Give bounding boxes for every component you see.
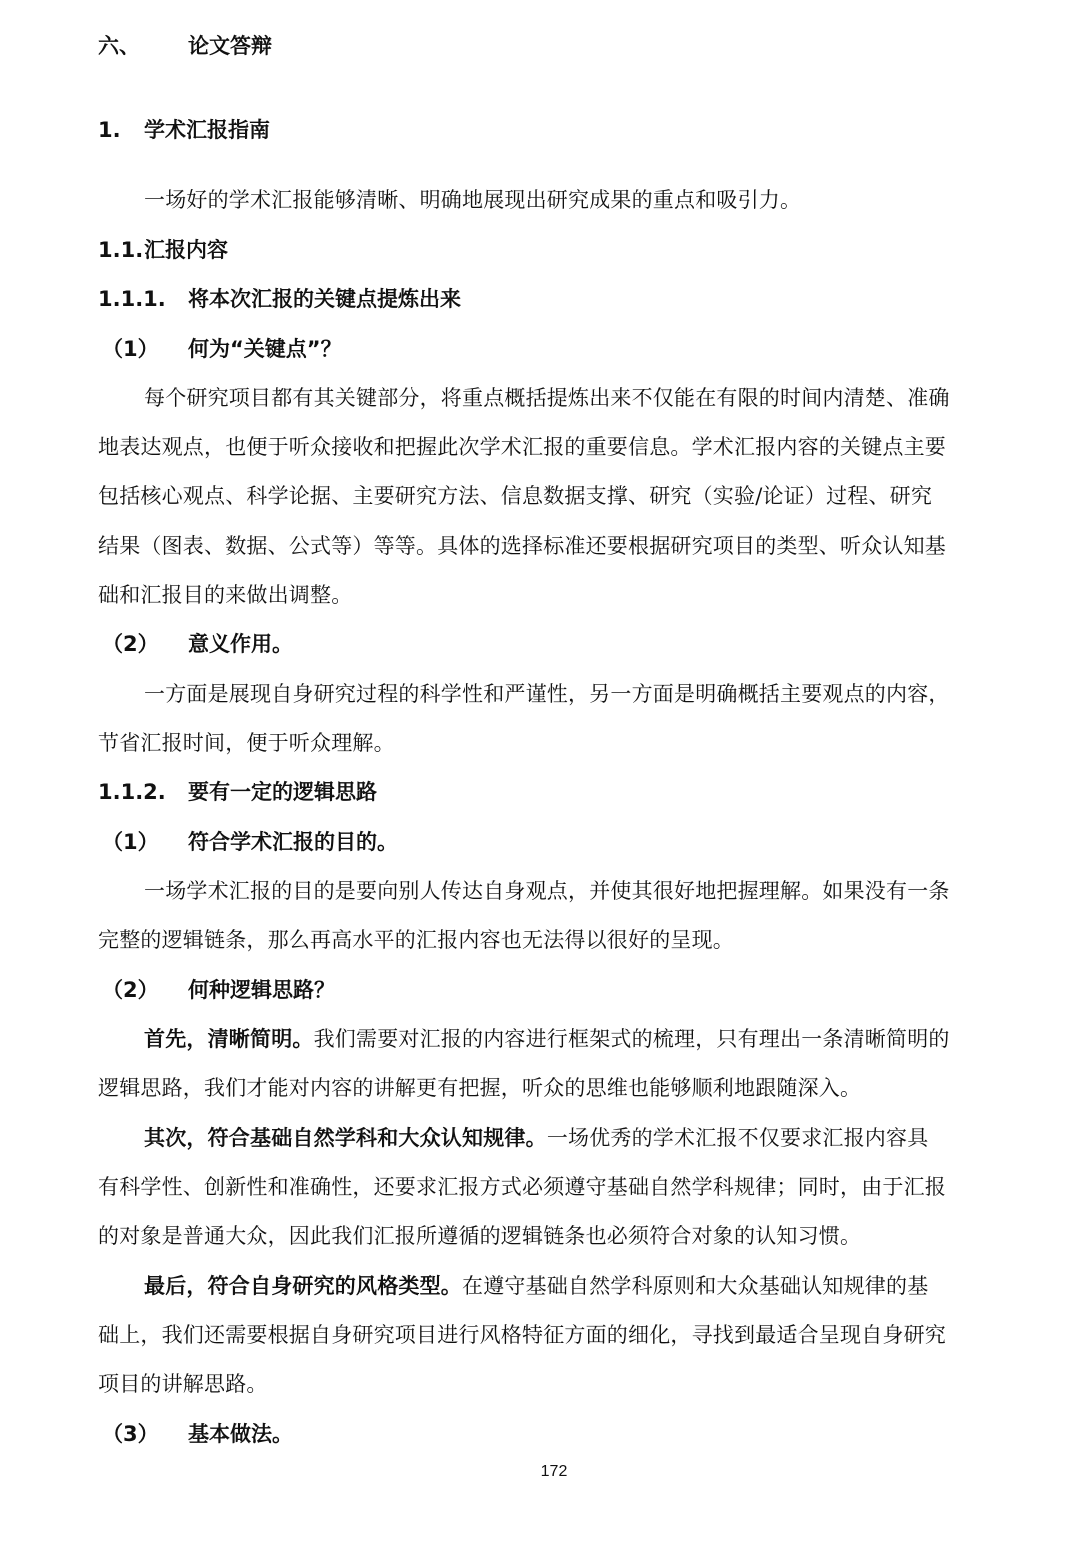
- heading-1-1-number: 1.1.: [98, 238, 144, 262]
- heading-1-1-2-number: 1.1.2.: [98, 780, 166, 804]
- heading-1-1-1-title: 将本次汇报的关键点提炼出来: [188, 287, 461, 311]
- section-number: 六、: [98, 34, 140, 58]
- paragraph-line: 节省汇报时间，便于听众理解。: [98, 731, 395, 755]
- paragraph-line: 结果（图表、数据、公式等）等等。具体的选择标准还要根据研究项目的类型、听众认知基: [98, 534, 946, 558]
- paragraph-line: 的对象是普通大众，因此我们汇报所遵循的逻辑链条也必须符合对象的认知习惯。: [98, 1224, 862, 1248]
- paragraph-line: 一场学术汇报的目的是要向别人传达自身观点，并使其很好地把握理解。如果没有一条: [144, 879, 950, 903]
- heading-1-1-2-title: 要有一定的逻辑思路: [188, 780, 377, 804]
- paragraph-text: 在遵守基础自然学科原则和大众基础认知规律的基: [462, 1274, 929, 1298]
- heading-1-title: 学术汇报指南: [144, 118, 270, 142]
- page-number: 172: [540, 1463, 568, 1480]
- paragraph-line: 完整的逻辑链条，那么再高水平的汇报内容也无法得以很好的呈现。: [98, 928, 734, 952]
- paragraph-line: 包括核心观点、科学论据、主要研究方法、信息数据支撑、研究（实验/论证）过程、研究: [98, 484, 933, 508]
- paragraph-line: 础上，我们还需要根据自身研究项目进行风格特征方面的细化，寻找到最适合呈现自身研究: [98, 1323, 946, 1347]
- item-title: 基本做法。: [188, 1422, 293, 1446]
- item-number: （3）: [102, 1422, 159, 1446]
- paragraph-line: [144, 1272, 928, 1300]
- paragraph-line: 逻辑思路，我们才能对内容的讲解更有把握，听众的思维也能够顺利地跟随深入。: [98, 1076, 862, 1100]
- paragraph-line: 有科学性、创新性和准确性，还要求汇报方式必须遵守基础自然学科规律；同时，由于汇报: [98, 1175, 946, 1199]
- section-title: 论文答辩: [188, 34, 272, 58]
- item-number: （1）: [102, 337, 159, 361]
- heading-1-1-1-number: 1.1.1.: [98, 287, 166, 311]
- lead-phrase: 其次，符合基础自然学科和大众认知规律。: [144, 1126, 547, 1150]
- heading-1-number: 1.: [98, 118, 121, 142]
- paragraph-line: 项目的讲解思路。: [98, 1372, 268, 1396]
- intro-paragraph: 一场好的学术汇报能够清晰、明确地展现出研究成果的重点和吸引力。: [144, 188, 802, 212]
- item-number: （2）: [102, 632, 159, 656]
- paragraph-line: 地表达观点，也便于听众接收和把握此次学术汇报的重要信息。学术汇报内容的关键点主要: [98, 435, 946, 459]
- paragraph-line: 础和汇报目的来做出调整。: [98, 583, 353, 607]
- paragraph-text: 一场优秀的学术汇报不仅要求汇报内容具: [546, 1126, 929, 1150]
- paragraph-line: [144, 1025, 950, 1053]
- item-title: 符合学术汇报的目的。: [188, 830, 398, 854]
- item-title: 何种逻辑思路？: [188, 978, 335, 1002]
- paragraph-line: 一方面是展现自身研究过程的科学性和严谨性，另一方面是明确概括主要观点的内容，: [144, 682, 950, 706]
- paragraph-line: [144, 1124, 928, 1152]
- paragraph-line: 每个研究项目都有其关键部分，将重点概括提炼出来不仅能在有限的时间内清楚、准确: [144, 386, 950, 410]
- item-title: 意义作用。: [188, 632, 293, 656]
- lead-phrase: 最后，符合自身研究的风格类型。: [144, 1274, 462, 1298]
- lead-phrase: 首先，清晰简明。: [144, 1027, 314, 1051]
- item-number: （2）: [102, 978, 159, 1002]
- paragraph-text: 我们需要对汇报的内容进行框架式的梳理，只有理出一条清晰简明的: [313, 1027, 950, 1051]
- heading-1-1-title: 汇报内容: [144, 238, 228, 262]
- item-title: 何为“关键点”？: [188, 337, 342, 361]
- item-number: （1）: [102, 830, 159, 854]
